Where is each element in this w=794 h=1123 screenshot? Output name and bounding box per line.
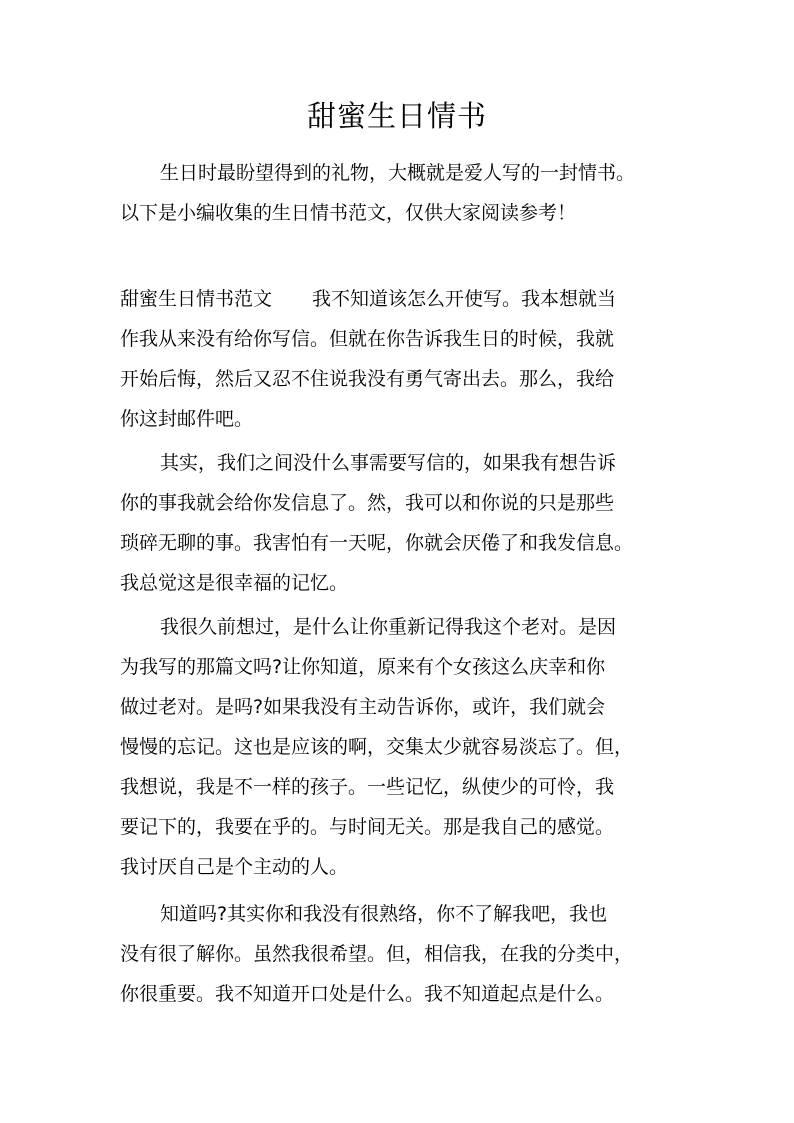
- intro-line: 以下是小编收集的生日情书范文，仅供大家阅读参考！: [120, 202, 577, 224]
- paragraph-2: [120, 443, 680, 603]
- paragraph-line: 为我写的那篇文吗?让你知道，原来有个女孩这么庆幸和你: [120, 656, 606, 678]
- paragraph-line: 琐碎无聊的事。我害怕有一天呢，你就会厌倦了和我发信息。: [120, 532, 634, 554]
- paragraph-line: 你的事我就会给你发信息了。然，我可以和你说的只是那些: [120, 492, 615, 514]
- paragraph-line: 要记下的，我要在乎的。与时间无关。那是我自己的感觉。: [120, 816, 615, 838]
- paragraph-line: 我想说，我是不一样的孩子。一些记忆，纵使少的可怜，我: [120, 776, 615, 798]
- intro-paragraph: [120, 153, 680, 233]
- paragraph-line: 你很重要。我不知道开口处是什么。我不知道起点是什么。: [120, 983, 615, 1005]
- paragraph-line-text: 我不知道该怎么开使写。我本想就当: [312, 288, 617, 310]
- intro-line: 生日时最盼望得到的礼物，大概就是爱人写的一封情书。: [160, 162, 636, 184]
- paragraph-line: 慢慢的忘记。这也是应该的啊，交集太少就容易淡忘了。但，: [120, 736, 634, 758]
- paragraph-3: [120, 607, 680, 887]
- paragraph-line: 我总觉这是很幸福的记忆。: [120, 572, 349, 594]
- paragraph-line: 知道吗?其实你和我没有很熟络，你不了解我吧，我也: [160, 903, 608, 925]
- paragraph-line: 开始后悔，然后又忍不住说我没有勇气寄出去。那么，我给: [120, 368, 615, 390]
- paragraph-1: [120, 279, 680, 439]
- paragraph-line: 我讨厌自己是个主动的人。: [120, 856, 349, 878]
- document-title: 甜蜜生日情书: [306, 99, 487, 133]
- paragraph-line: 其实，我们之间没什么事需要写信的，如果我有想告诉: [160, 452, 617, 474]
- paragraph-line: [120, 279, 680, 319]
- paragraph-line: 没有很了解你。虽然我很希望。但，相信我，在我的分类中，: [120, 943, 634, 965]
- paragraph-line: 你这封邮件吧。: [120, 408, 254, 430]
- section-heading: 甜蜜生日情书范文: [120, 288, 273, 310]
- paragraph-4: [120, 894, 680, 1014]
- paragraph-line: 我很久前想过，是什么让你重新记得我这个老对。是因: [160, 616, 617, 638]
- paragraph-line: 做过老对。是吗?如果我没有主动告诉你，或许，我们就会: [120, 696, 606, 718]
- paragraph-line: 作我从来没有给你写信。但就在你告诉我生日的时候，我就: [120, 328, 615, 350]
